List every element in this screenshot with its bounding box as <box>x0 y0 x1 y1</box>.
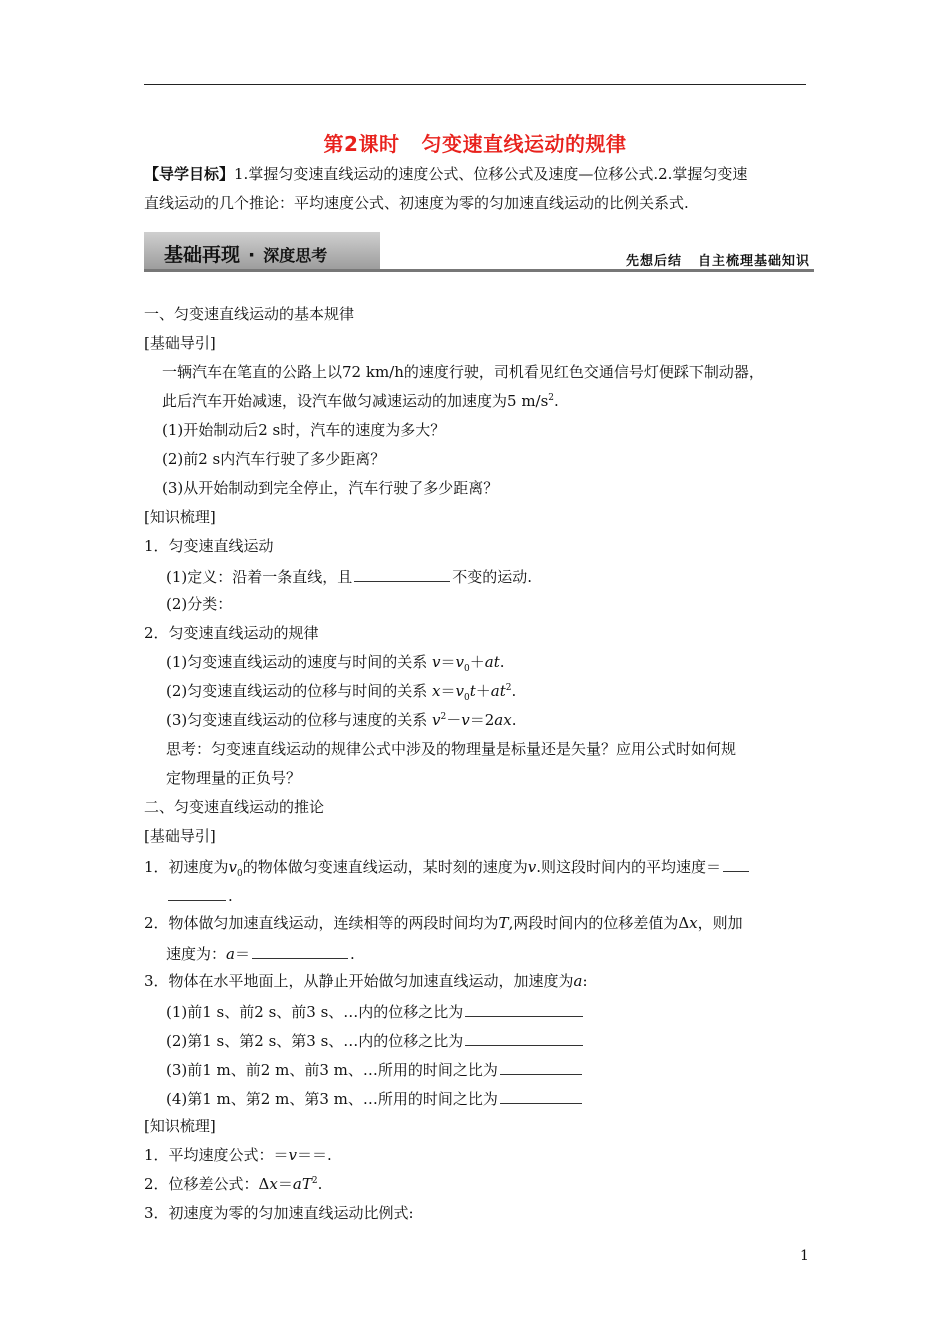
example-line-2-text: 此后汽车开始减速，设汽车做匀减速运动的加速度为5 m/s <box>162 392 549 410</box>
formula-velocity-time <box>144 648 814 677</box>
var-a: a <box>226 945 235 963</box>
inference-3-3 <box>144 1054 814 1083</box>
fill-blank[interactable] <box>500 1054 582 1075</box>
text: (2)第1 s、第2 s、第3 s、…内的位移之比为 <box>166 1032 464 1050</box>
var-x: x <box>432 682 441 700</box>
knowledge-1-definition <box>144 561 814 590</box>
formula-label: (1)匀变速直线运动的速度与时间的关系 <box>166 653 428 671</box>
text: ＝＝. <box>297 1146 332 1164</box>
fill-blank[interactable] <box>168 880 226 901</box>
banner-right-1: 先想后结 <box>625 254 682 269</box>
text: (4)第1 m、第2 m、第3 m、…所用的时间之比为 <box>166 1090 498 1108</box>
period: . <box>554 392 559 410</box>
guide-label-2: [基础导引] <box>144 827 216 845</box>
formula-displacement-time <box>144 677 814 706</box>
knowledge-label: [知识梳理] <box>144 508 216 526</box>
fill-blank[interactable] <box>723 851 749 872</box>
var-x: x <box>269 1175 278 1193</box>
exponent: 2 <box>311 1176 318 1186</box>
definition-text: (1)定义：沿着一条直线，且 <box>166 568 353 586</box>
var-v: v <box>527 858 537 876</box>
subscript: 0 <box>237 869 243 879</box>
inference-1-line-1 <box>144 851 814 880</box>
var-ax: ax <box>494 711 512 729</box>
lesson-topic: 匀变速直线运动的规律 <box>421 132 627 156</box>
exponent: 2 <box>505 683 512 693</box>
var-t: t <box>469 682 476 700</box>
text: ,两段时间内的位移差值为Δ <box>508 914 690 932</box>
inference-3-2 <box>144 1025 814 1054</box>
period: . <box>499 653 505 671</box>
main-content <box>144 300 814 1228</box>
top-rule <box>144 84 806 85</box>
text: .则这段时间内的平均速度＝ <box>536 858 722 876</box>
think-line-2: 定物理量的正负号？ <box>166 769 302 787</box>
var-at: at <box>484 653 500 671</box>
banner-heading <box>164 240 327 267</box>
var-v: v <box>432 711 441 729</box>
var-T: T <box>498 914 509 932</box>
text: (3)前1 m、前2 m、前3 m、…所用的时间之比为 <box>166 1061 498 1079</box>
inference-2-line-1 <box>144 909 814 938</box>
var-v0: v <box>455 682 464 700</box>
plus: ＋ <box>475 682 491 700</box>
var-v: v <box>288 1146 298 1164</box>
var-v: v <box>461 711 470 729</box>
period: . <box>228 887 233 905</box>
banner-sub-text: 深度思考 <box>263 246 328 265</box>
exponent: 2 <box>548 393 555 403</box>
fill-blank[interactable] <box>465 996 583 1017</box>
equals: ＝ <box>440 682 456 700</box>
section-2-title: 二、匀变速直线运动的推论 <box>144 798 325 816</box>
text: 1．平均速度公式：＝ <box>144 1146 289 1164</box>
think-line-1: 思考：匀变速直线运动的规律公式中涉及的物理量是标量还是矢量？应用公式时如何规 <box>166 740 737 758</box>
period: . <box>511 682 517 700</box>
period: . <box>317 1175 323 1193</box>
var-at: at <box>490 682 506 700</box>
subscript: 0 <box>464 693 470 703</box>
period: . <box>349 945 355 963</box>
exponent: 2 <box>440 712 447 722</box>
inference-3-4 <box>144 1083 814 1112</box>
result-3: 3．初速度为零的匀加速直线运动比例式: <box>144 1204 414 1222</box>
section-banner <box>144 232 814 272</box>
lesson-number: 第2课时 <box>323 132 400 156</box>
var-v0: v <box>455 653 465 671</box>
fill-blank[interactable] <box>252 938 348 959</box>
text: 的物体做匀变速直线运动，某时刻的速度为 <box>242 858 528 876</box>
goal-text-line1: 1.掌握匀变速直线运动的速度公式、位移公式及速度—位移公式.2.掌握匀变速 <box>234 165 748 183</box>
formula-label: (3)匀变速直线运动的位移与速度的关系 <box>166 711 428 729</box>
knowledge-2-title: 2．匀变速直线运动的规律 <box>144 624 319 642</box>
guide-label: [基础导引] <box>144 334 216 352</box>
text: 2．物体做匀加速直线运动，连续相等的两段时间均为 <box>144 914 499 932</box>
goal-text-line2: 直线运动的几个推论：平均速度公式、初速度为零的匀加速直线运动的比例关系式. <box>144 194 689 212</box>
result-1 <box>144 1141 814 1170</box>
example-line-1: 一辆汽车在笔直的公路上以72 km/h的速度行驶，司机看见红色交通信号灯便踩下制动器， <box>162 363 764 381</box>
result-2 <box>144 1170 814 1199</box>
equals: ＝2 <box>469 711 495 729</box>
colon: : <box>582 972 588 990</box>
fill-blank[interactable] <box>465 1025 583 1046</box>
banner-right-text <box>626 250 810 269</box>
minus: － <box>446 711 462 729</box>
inference-3-title <box>144 967 814 996</box>
banner-right-2: 自主梳理基础知识 <box>697 254 810 269</box>
inference-2-line-2 <box>144 938 814 967</box>
fill-blank[interactable] <box>354 561 450 582</box>
question-1: (1)开始制动后2 s时，汽车的速度为多大？ <box>162 421 446 439</box>
equals: ＝ <box>234 945 250 963</box>
text: 2．位移差公式：Δ <box>144 1175 270 1193</box>
period: . <box>511 711 517 729</box>
definition-text-end: 不变的运动. <box>452 568 533 586</box>
goal-label: 【导学目标】 <box>144 165 235 183</box>
section-1-title: 一、匀变速直线运动的基本规律 <box>144 305 355 323</box>
banner-dot: · <box>248 244 256 266</box>
knowledge-label-2: [知识梳理] <box>144 1117 216 1135</box>
formula-displacement-velocity <box>144 706 814 735</box>
var-v: v <box>432 653 441 671</box>
learning-goals <box>144 160 810 218</box>
text: (1)前1 s、前2 s、前3 s、…内的位移之比为 <box>166 1003 464 1021</box>
text: 速度为： <box>166 945 227 963</box>
plus: ＋ <box>469 653 485 671</box>
equals: ＝ <box>277 1175 293 1193</box>
example-line-2 <box>144 387 814 416</box>
lesson-title <box>0 128 950 157</box>
subscript: 0 <box>464 664 470 674</box>
var-aT: aT <box>292 1175 312 1193</box>
page-number: 1 <box>800 1248 809 1264</box>
text: ，则加 <box>697 914 743 932</box>
knowledge-1-title: 1．匀变速直线运动 <box>144 537 274 555</box>
question-3: (3)从开始制动到完全停止，汽车行驶了多少距离？ <box>162 479 499 497</box>
inference-3-1 <box>144 996 814 1025</box>
knowledge-1-classification: (2)分类： <box>166 595 233 613</box>
banner-rule <box>144 269 814 272</box>
formula-label: (2)匀变速直线运动的位移与时间的关系 <box>166 682 428 700</box>
var-a: a <box>573 972 583 990</box>
question-2: (2)前2 s内汽车行驶了多少距离？ <box>162 450 386 468</box>
equals: ＝ <box>440 653 456 671</box>
var-x: x <box>689 914 698 932</box>
banner-main-text: 基础再现 <box>164 244 241 266</box>
var-v0: v <box>228 858 238 876</box>
inference-1-line-2 <box>144 880 814 909</box>
text: 3．物体在水平地面上，从静止开始做匀加速直线运动，加速度为 <box>144 972 574 990</box>
fill-blank[interactable] <box>500 1083 582 1104</box>
text: 1．初速度为 <box>144 858 229 876</box>
